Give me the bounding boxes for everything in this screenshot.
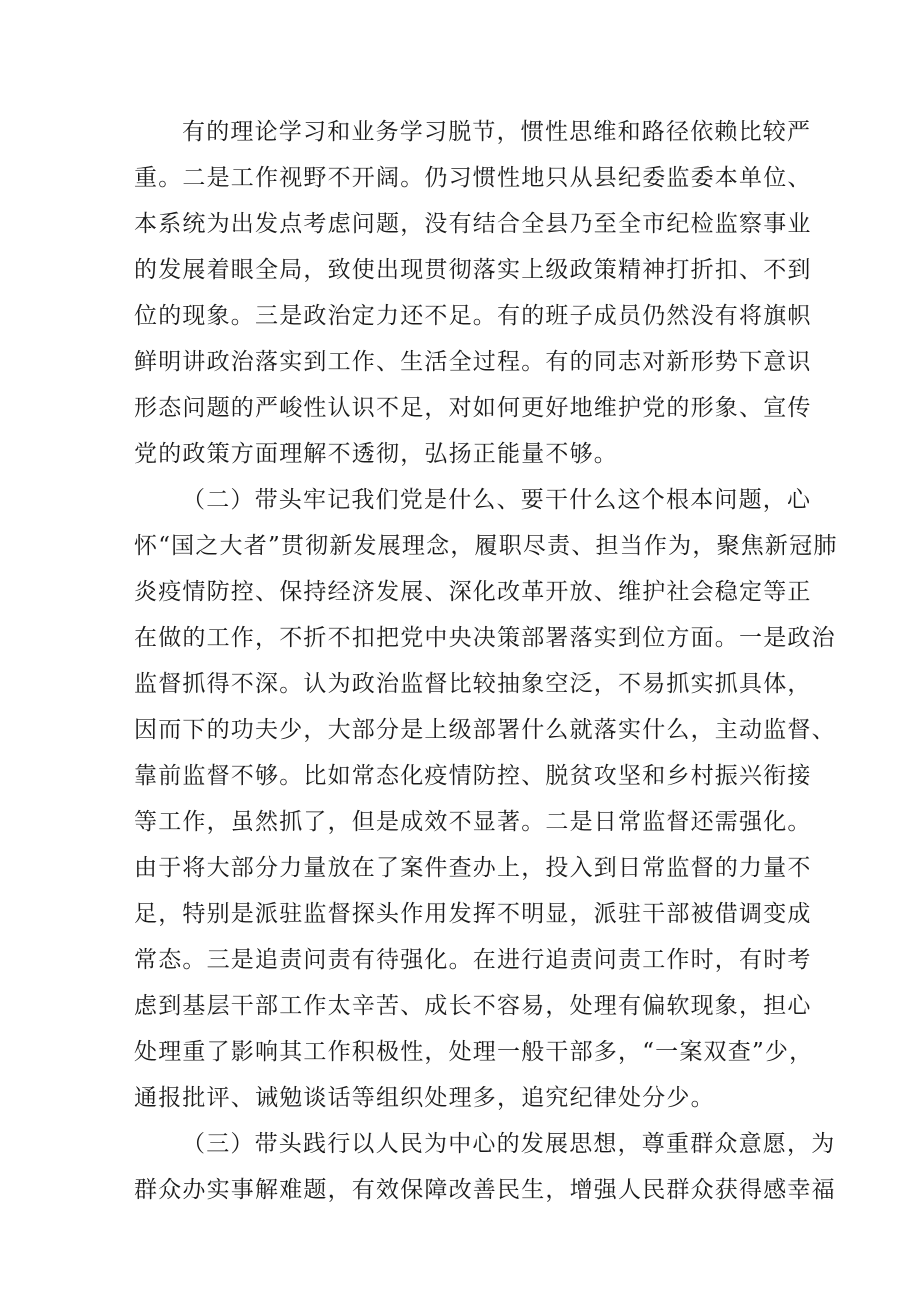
paragraph-2-line-7: 靠前监督不够。比如常态化疫情防控、脱贫攻坚和乡村振兴衔接 (134, 763, 812, 789)
paragraph-1-line-7: 形态问题的严峻性认识不足，对如何更好地维护党的形象、宣传 (134, 395, 812, 421)
paragraph-2-line-10: 足，特别是派驻监督探头作用发挥不明显，派驻干部被借调变成 (134, 901, 812, 927)
paragraph-1-line-2: 重。二是工作视野不开阔。仍习惯性地只从县纪委监委本单位、 (134, 165, 812, 191)
paragraph-2-line-6: 因而下的功夫少，大部分是上级部署什么就落实什么，主动监督、 (134, 717, 836, 743)
paragraph-2-line-4: 在做的工作，不折不扣把党中央决策部署落实到位方面。一是政治 (134, 625, 836, 651)
paragraph-1-line-3: 本系统为出发点考虑问题，没有结合全县乃至全市纪检监察事业 (134, 211, 812, 237)
paragraph-3-line-2: 群众办实事解难题，有效保障改善民生，增强人民群众获得感幸福 (134, 1177, 836, 1203)
paragraph-2-line-8: 等工作，虽然抓了，但是成效不显著。二是日常监督还需强化。 (134, 809, 812, 835)
paragraph-2-line-5: 监督抓得不深。认为政治监督比较抽象空泛，不易抓实抓具体， (134, 671, 812, 697)
paragraph-2-line-2: 怀“国之大者”贯彻新发展理念，履职尽责、担当作为，聚焦新冠肺 (134, 533, 838, 559)
paragraph-2-line-1: （二）带头牢记我们党是什么、要干什么这个根本问题，心 (182, 487, 812, 513)
paragraph-1-line-4: 的发展着眼全局，致使出现贯彻落实上级政策精神打折扣、不到 (134, 257, 812, 283)
paragraph-2-line-9: 由于将大部分力量放在了案件查办上，投入到日常监督的力量不 (134, 855, 812, 881)
paragraph-2-line-11: 常态。三是追责问责有待强化。在进行追责问责工作时，有时考 (134, 947, 812, 973)
paragraph-1-line-6: 鲜明讲政治落实到工作、生活全过程。有的同志对新形势下意识 (134, 349, 812, 375)
paragraph-3-line-1: （三）带头践行以人民为中心的发展思想，尊重群众意愿，为 (182, 1131, 836, 1157)
paragraph-1-line-5: 位的现象。三是政治定力还不足。有的班子成员仍然没有将旗帜 (134, 303, 812, 329)
paragraph-1-line-8: 党的政策方面理解不透彻，弘扬正能量不够。 (134, 441, 618, 467)
paragraph-2-line-12: 虑到基层干部工作太辛苦、成长不容易，处理有偏软现象，担心 (134, 993, 812, 1019)
paragraph-1-line-1: 有的理论学习和业务学习脱节，惯性思维和路径依赖比较严 (182, 119, 812, 145)
paragraph-2-line-13: 处理重了影响其工作积极性，处理一般干部多，“一案双查”少， (134, 1039, 814, 1065)
paragraph-2-line-3: 炎疫情防控、保持经济发展、深化改革开放、维护社会稳定等正 (134, 579, 812, 605)
paragraph-2-line-14: 通报批评、诫勉谈话等组织处理多，追究纪律处分少。 (134, 1085, 715, 1111)
